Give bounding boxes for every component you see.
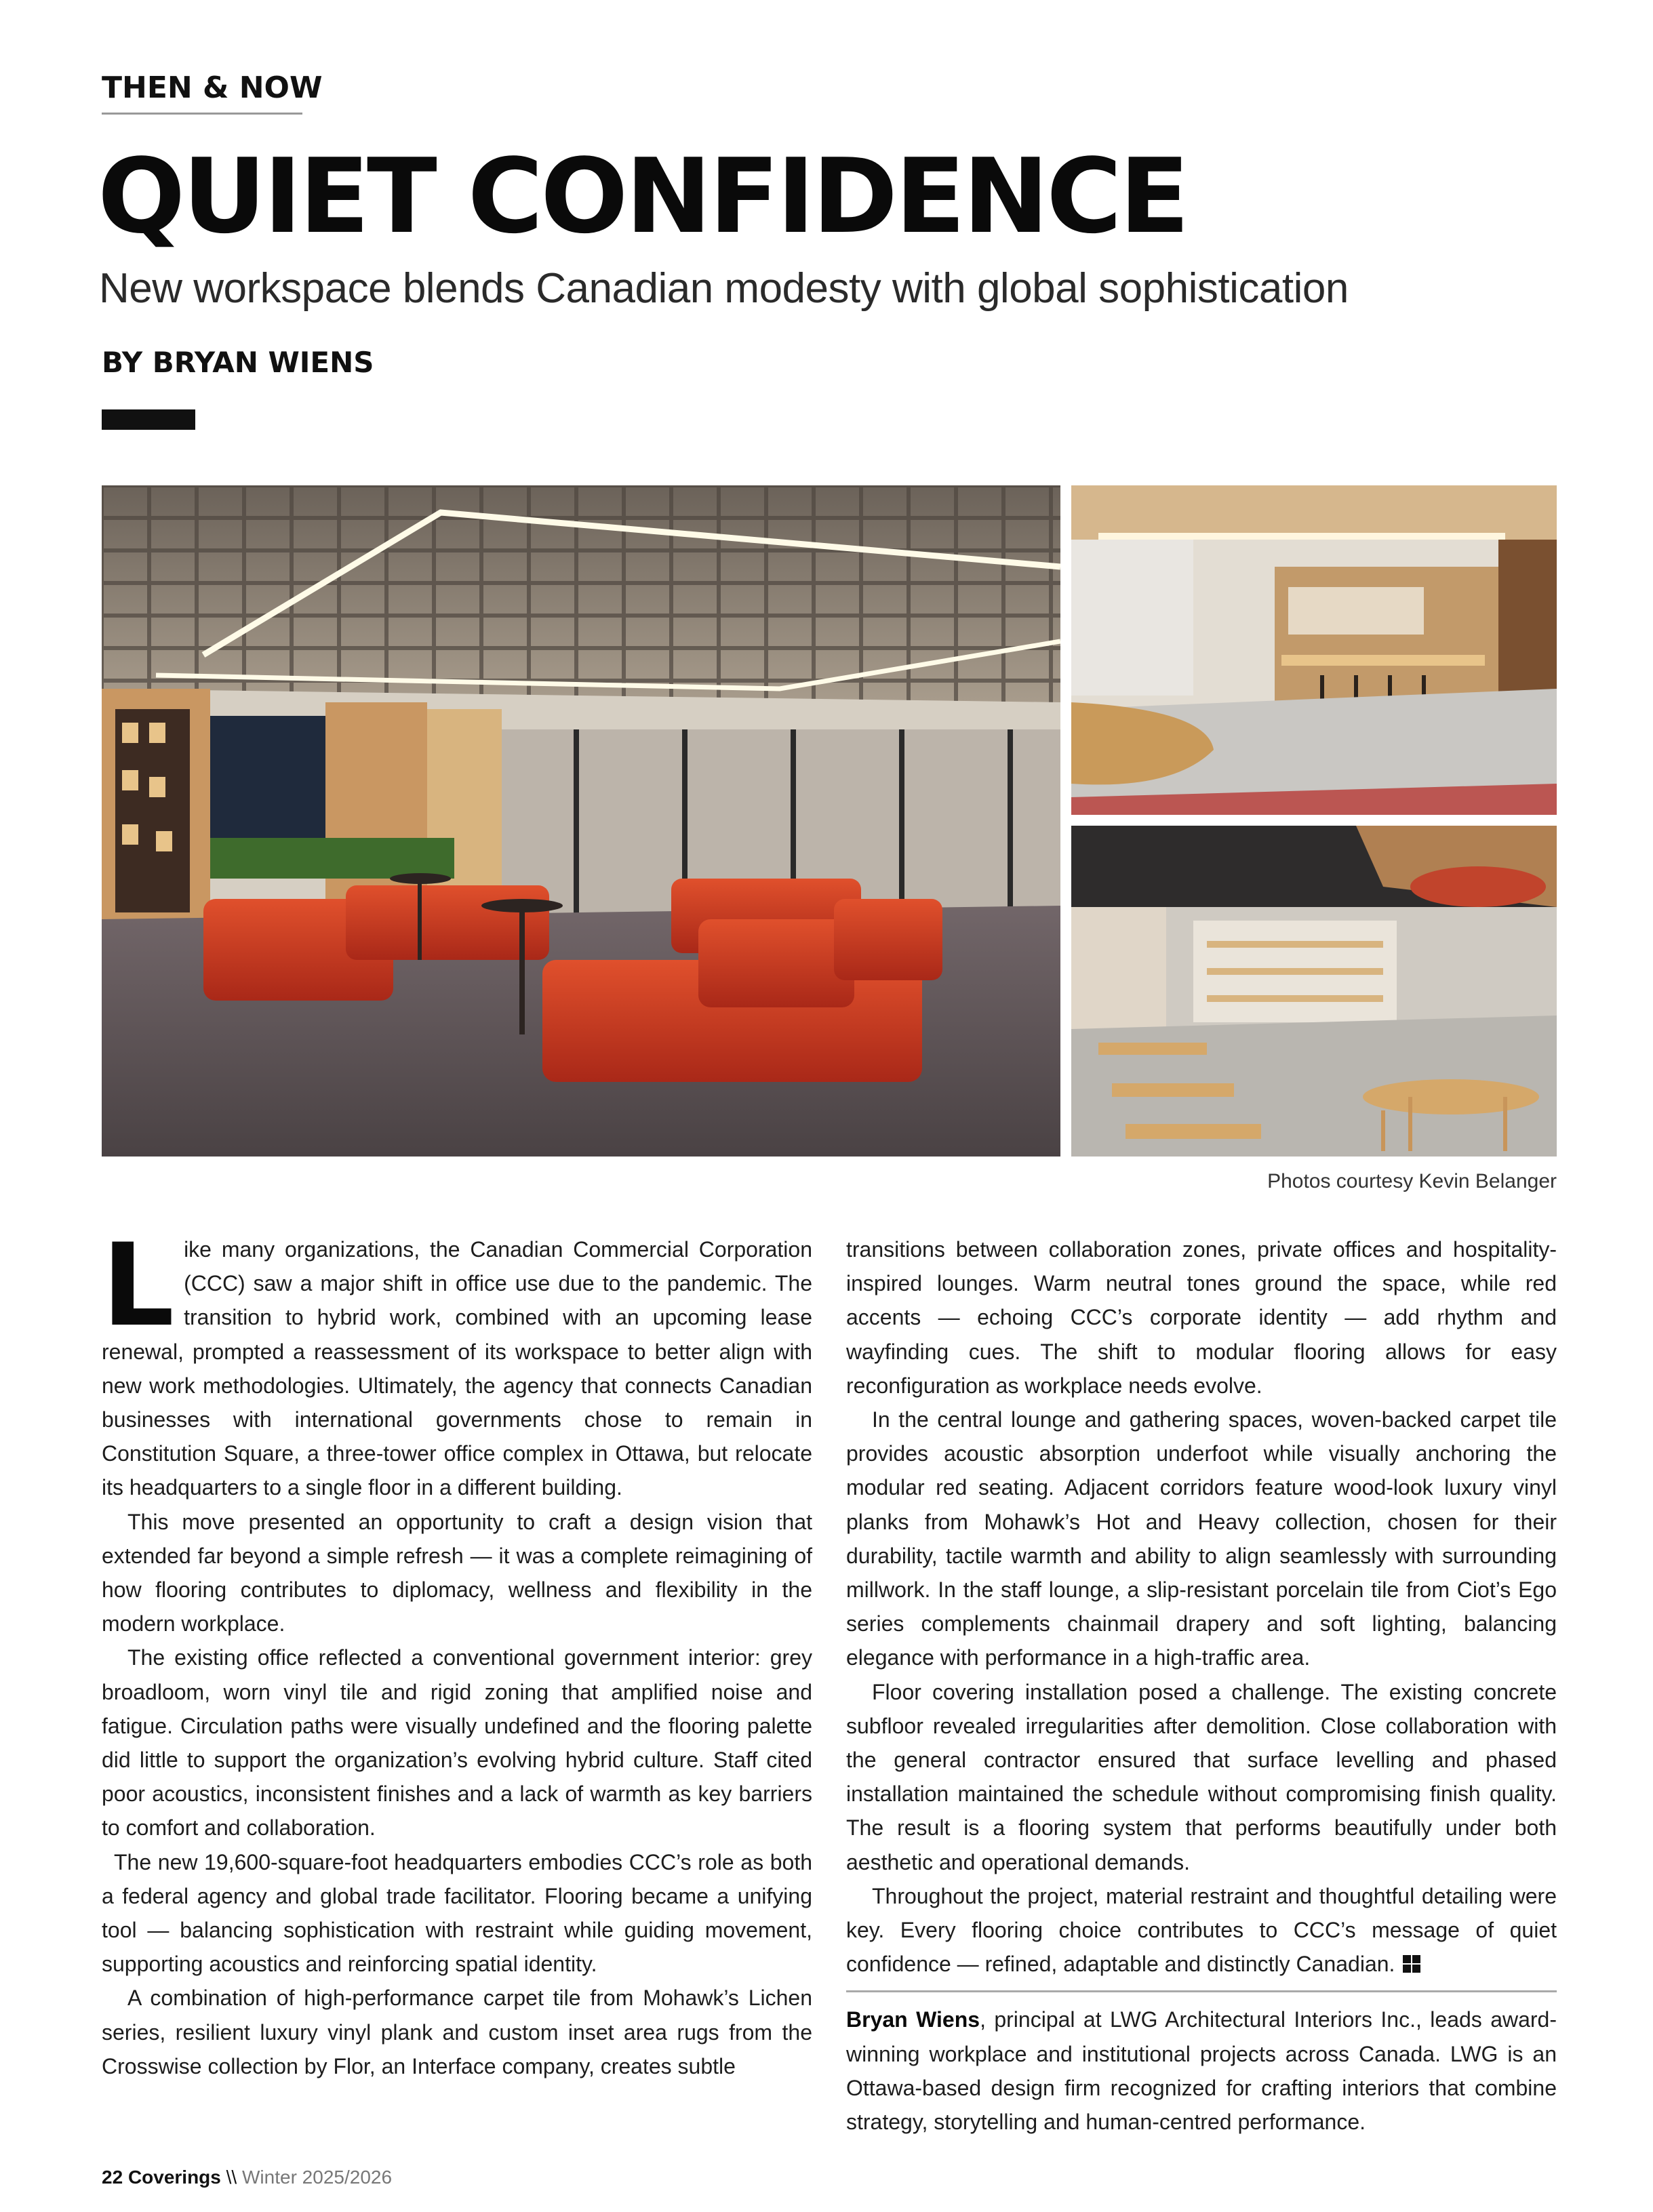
cafe-photo bbox=[1071, 826, 1557, 1157]
byline-bar bbox=[102, 409, 195, 430]
article-paragraph: Throughout the project, material restraint and thoughtful detailing were key. Every flooring choice contributes to CCC’s message of quiet confidence — refined, adaptable and distinctly Canadian. bbox=[846, 1883, 1557, 1977]
article-paragraph: Floor covering installation posed a challenge. The existing concrete subfloor revealed irregularities after demolition. Close collaboration with the general contractor ensured that surface levelling and phased installation maintained the schedule without compromising finish quality. The result is a flooring system that performs beautifully under both aesthetic and operational demands. bbox=[846, 1679, 1557, 1874]
article-column-right bbox=[846, 1232, 1557, 1981]
bio-rule bbox=[846, 1990, 1557, 1992]
section-rule bbox=[102, 113, 302, 115]
author-bio: Bryan Wiens, principal at LWG Architectural Interiors Inc., leads award-winning workplace and institutional projects across Canada. LWG is an Ottawa-based design firm recognized for crafting interiors that combine strategy, storytelling and human-centred performance. bbox=[846, 2007, 1557, 2135]
author-name: Bryan Wiens bbox=[846, 2007, 980, 2032]
page-number: 22 bbox=[102, 2167, 123, 2188]
byline: BY BRYAN WIENS bbox=[102, 346, 374, 379]
section-tag: THEN & NOW bbox=[102, 71, 323, 105]
pantry-photo bbox=[1071, 485, 1557, 815]
headline: QUIET CONFIDENCE bbox=[98, 136, 1187, 256]
lounge-photo bbox=[102, 485, 1060, 1157]
article-paragraph: A combination of high-performance carpet tile from Mohawk’s Lichen series, resilient luxury vinyl plank and custom inset area rugs from the Crosswise collection by Flor, an Interface company, creates subtle bbox=[102, 1986, 812, 2078]
photo-credit: Photos courtesy Kevin Belanger bbox=[1267, 1170, 1557, 1192]
article-paragraph-continued: transitions between collaboration zones, private offices and hospitality-inspired lounges. Warm neutral tones ground the space, while red accents — echoing CCC’s corporate identity — add rhythm and wayfinding cues. The shift to modular flooring allows for easy reconfiguration as workplace needs evolve. bbox=[846, 1237, 1557, 1398]
article-paragraph: Like many organizations, the Canadian Commercial Corporation (CCC) saw a major shift in office use due to the pandemic. The transition to hybrid work, combined with an upcoming lease renewal, prompted a reassessment of its workspace to better align with new work methodologies. Ultimately, the agency that connects Canadian businesses with international governments chose to remain in Constitution Square, a three-tower office complex in Ottawa, but relocate its headquarters to a single floor in a different building. bbox=[102, 1219, 812, 1500]
folio bbox=[102, 2167, 392, 2188]
subhead: New workspace blends Canadian modesty with global sophistication bbox=[99, 265, 1349, 312]
end-mark-icon bbox=[1403, 1955, 1420, 1973]
folio-separator: \\ bbox=[226, 2167, 237, 2188]
article-paragraph: The existing office reflected a conventional government interior: grey broadloom, worn vinyl tile and rigid zoning that amplified noise and fatigue. Circulation paths were visually undefined and the flooring palette did little to support the organization’s evolving hybrid culture. Staff cited poor acoustics, inconsistent finishes and a lack of warmth as key barriers to comfort and collaboration. bbox=[102, 1645, 812, 1841]
issue-date: Winter 2025/2026 bbox=[242, 2167, 393, 2188]
article-column-left bbox=[102, 1219, 812, 2083]
magazine-name: Coverings bbox=[127, 2167, 221, 2188]
article-paragraph: The new 19,600-square-foot headquarters embodies CCC’s role as both a federal agency and global trade facilitator. Flooring became a unifying tool — balancing sophistication with restraint while guiding movement, supporting acoustics and reinforcing spatial identity. bbox=[102, 1849, 812, 1977]
article-paragraph: In the central lounge and gathering spaces, woven-backed carpet tile provides acoustic absorption underfoot while visually anchoring the modular red seating. Adjacent corridors feature wood-look luxury vinyl planks from Mohawk’s Hot and Heavy collection, chosen for their durability, tactile warmth and ability to align seamlessly with surrounding millwork. In the staff lounge, a slip-resistant porcelain tile from Ciot’s Ego series complements chainmail drapery and soft lighting, balancing elegance with performance in a high-traffic area. bbox=[846, 1407, 1557, 1670]
article-paragraph: This move presented an opportunity to craft a design vision that extended far beyond a simple refresh — it was a complete reimagining of how flooring contributes to diplomacy, wellness and flexibility in the modern workplace. bbox=[102, 1509, 812, 1636]
drop-cap: L bbox=[102, 1219, 175, 1352]
